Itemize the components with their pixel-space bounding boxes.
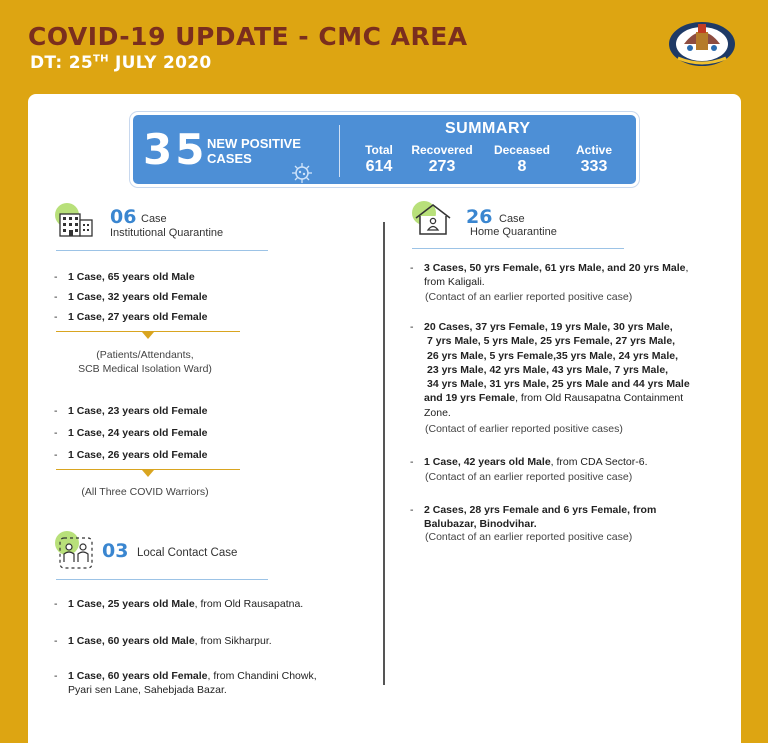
item-bold: 20 Cases, 37 yrs Female, 19 yrs Male, 30 yrs Male, bbox=[424, 321, 673, 333]
list-item: - 1 Case, 26 years old Female bbox=[54, 449, 208, 461]
item-bold: 1 Case, 26 years old Female bbox=[68, 449, 208, 461]
item-rest: , from Sikharpur. bbox=[194, 635, 272, 647]
item-bold: 1 Case, 23 years old Female bbox=[68, 405, 208, 417]
new-positive-label-line1: NEW POSITIVE bbox=[207, 136, 301, 151]
local-title: Local Contact Case bbox=[137, 547, 238, 559]
item-bold: 1 Case, 65 years old Male bbox=[68, 271, 195, 283]
cuttack-municipal-corporation-emblem-icon bbox=[666, 14, 738, 70]
list-item-continuation: Pyari sen Lane, Sahebjada Bazar. bbox=[68, 684, 227, 696]
item-bold: 1 Case, 25 years old Male bbox=[68, 598, 195, 610]
home-person-icon bbox=[410, 200, 456, 238]
item-rest: , from Old Rausapatna. bbox=[194, 598, 304, 610]
item-bold: 1 Case, 42 years old Male bbox=[424, 456, 551, 468]
item-bold: 1 Case, 60 years old Female bbox=[68, 670, 208, 682]
page-title: COVID-19 UPDATE - CMC AREA bbox=[28, 22, 468, 51]
item-bold: 1 Case, 27 years old Female bbox=[68, 311, 208, 323]
item-bold: 1 Case, 60 years old Male bbox=[68, 635, 195, 647]
stat-value: 8 bbox=[517, 158, 527, 175]
summary-title: SUMMARY bbox=[445, 120, 531, 137]
stat-recovered bbox=[407, 143, 477, 176]
date-prefix: DT: 25 bbox=[30, 53, 93, 73]
item-bold: 23 yrs Male, 42 yrs Male, 43 yrs Male, 7 yrs Male, bbox=[427, 363, 669, 376]
stat-value: 614 bbox=[365, 158, 393, 175]
virus-icon bbox=[288, 161, 316, 185]
summary-divider bbox=[339, 125, 340, 177]
item-bold: Balubazar, Binodvihar. bbox=[424, 518, 537, 531]
summary-panel bbox=[130, 112, 639, 187]
list-item: - 20 Cases, 37 yrs Female, 19 yrs Male, 30 yrs Male, 7 yrs Male, 5 yrs Male, 25 yrs Female, 27 yrs Male, 26 yrs Male, 5 yrs Female,35 yrs Male, 24 yrs Male, 23 yrs Male, 42 yrs Male, 43 yrs Male, 7 yrs Male, 34 yrs Male, 31 yrs Male, 25 yrs Male and 44 yrs Male and 19 yrs Female, from Old Rausapatna Containment Zone. bbox=[410, 321, 690, 419]
list-item: - 1 Case, 42 years old Male, from CDA Sector-6. bbox=[410, 456, 648, 468]
stat-label: Deceased bbox=[493, 143, 551, 157]
stat-value: 333 bbox=[580, 158, 608, 175]
new-positive-label-line2: CASES bbox=[207, 151, 252, 166]
group1-note-line1: (Patients/Attendants, bbox=[96, 349, 194, 361]
stat-label: Active bbox=[575, 143, 613, 157]
item-rest: , from CDA Sector-6. bbox=[550, 456, 648, 468]
item-rest: , from Old Rausapatna Containment bbox=[515, 392, 684, 405]
stat-active bbox=[569, 143, 619, 176]
group1-note-line2: SCB Medical Isolation Ward) bbox=[78, 363, 212, 375]
item-bold: 2 Cases, 28 yrs Female and 6 yrs Female, from bbox=[424, 504, 657, 516]
institutional-count: 06 bbox=[110, 206, 137, 228]
list-item: - 1 Case, 25 years old Male, from Old Rausapatna. bbox=[54, 598, 304, 610]
local-count: 03 bbox=[102, 540, 129, 562]
column-divider bbox=[383, 222, 385, 685]
home-rule bbox=[412, 248, 624, 249]
home-count: 26 bbox=[466, 206, 493, 228]
home-item-note: (Contact of an earlier reported positive case) bbox=[425, 471, 633, 483]
local-rule bbox=[56, 579, 268, 580]
institutional-subtitle: Institutional Quarantine bbox=[110, 227, 224, 239]
group2-note: (All Three COVID Warriors) bbox=[81, 486, 209, 498]
home-item-note: (Contact of an earlier reported positive case) bbox=[425, 291, 633, 303]
item-rest: Zone. bbox=[424, 406, 451, 419]
page-date bbox=[30, 53, 212, 73]
institutional-rule bbox=[56, 250, 268, 251]
home-item-note: (Contact of earlier reported positive cases) bbox=[425, 423, 623, 435]
list-item: - 1 Case, 27 years old Female bbox=[54, 311, 208, 323]
home-item-note: (Contact of an earlier reported positive case) bbox=[425, 531, 633, 543]
item-bold: 3 Cases, 50 yrs Female, 61 yrs Male, and 20 yrs Male bbox=[424, 262, 686, 274]
institutional-case-word: Case bbox=[141, 213, 167, 225]
date-sup: TH bbox=[92, 53, 109, 65]
contact-people-icon bbox=[54, 530, 96, 572]
item-rest: , bbox=[685, 262, 689, 274]
item-bold: 34 yrs Male, 31 yrs Male, 25 yrs Male and 44 yrs Male bbox=[427, 378, 690, 391]
group1-note bbox=[40, 348, 250, 376]
stat-label: Total bbox=[365, 143, 393, 157]
group2-pointer bbox=[142, 470, 154, 477]
stat-value: 273 bbox=[428, 158, 456, 175]
list-item: - 1 Case, 24 years old Female bbox=[54, 427, 208, 439]
list-item: - 3 Cases, 50 yrs Female, 61 yrs Male, and 20 yrs Male, from Kaligali. bbox=[410, 262, 689, 289]
group1-pointer bbox=[142, 332, 154, 339]
stat-total bbox=[359, 143, 399, 176]
date-suffix: JULY 2020 bbox=[108, 53, 212, 73]
item-rest: , from Chandini Chowk, bbox=[207, 670, 317, 682]
list-item: - 2 Cases, 28 yrs Female and 6 yrs Female, from Balubazar, Binodvihar. bbox=[410, 504, 657, 531]
item-bold: and 19 yrs Female bbox=[424, 392, 516, 405]
item-rest: from Kaligali. bbox=[424, 276, 485, 289]
new-positive-count: 35 bbox=[143, 125, 208, 174]
list-item: - 1 Case, 23 years old Female bbox=[54, 405, 208, 417]
hospital-building-icon bbox=[54, 202, 96, 238]
home-case-word: Case bbox=[499, 213, 525, 225]
stat-label: Recovered bbox=[411, 143, 473, 157]
item-bold: 1 Case, 32 years old Female bbox=[68, 291, 208, 303]
stat-deceased bbox=[489, 143, 555, 176]
list-item: - 1 Case, 65 years old Male bbox=[54, 271, 195, 283]
list-item: - 1 Case, 60 years old Male, from Sikharpur. bbox=[54, 635, 272, 647]
item-bold: 1 Case, 24 years old Female bbox=[68, 427, 208, 439]
item-bold: 7 yrs Male, 5 yrs Male, 25 yrs Female, 27 yrs Male, bbox=[427, 335, 676, 348]
list-item: - 1 Case, 60 years old Female, from Chandini Chowk, bbox=[54, 670, 317, 682]
item-bold: 26 yrs Male, 5 yrs Female,35 yrs Male, 24 yrs Male, bbox=[427, 349, 678, 362]
home-subtitle: Home Quarantine bbox=[470, 226, 557, 238]
list-item: - 1 Case, 32 years old Female bbox=[54, 291, 208, 303]
